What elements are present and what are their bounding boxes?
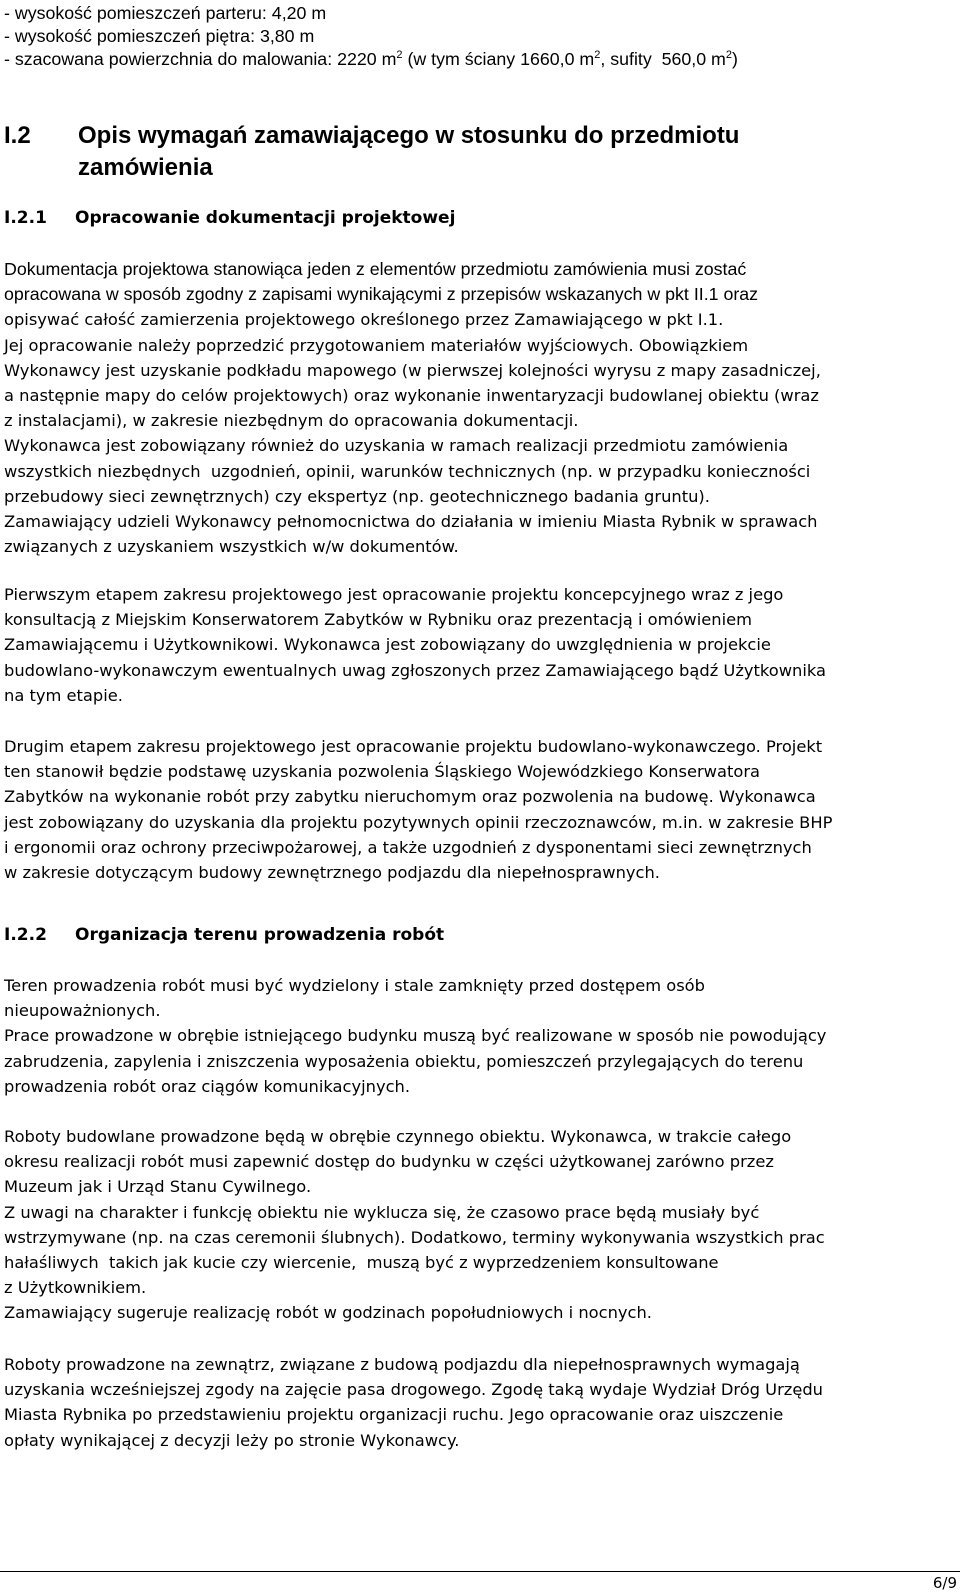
text-line: opracowana w sposób zgodny z zapisami wynikającymi z przepisów wskazanych w pkt II.1 oraz [4, 284, 759, 305]
subsection-number: I.2.2 [4, 925, 47, 945]
subsection-title: Opracowanie dokumentacji projektowej [75, 208, 456, 228]
text-line: Z uwagi na charakter i funkcję obiektu nie wyklucza się, że czasowo prace będą musiały być [4, 1202, 760, 1222]
text-line: zabrudzenia, zapylenia i zniszczenia wyposażenia obiektu, pomieszczeń przylegających do terenu [4, 1051, 804, 1071]
text-line: budowlano-wykonawczym ewentualnych uwag zgłoszonych przez Zamawiającego bądź Użytkownika [4, 660, 826, 680]
paragraph [4, 582, 826, 708]
text-line: Zamawiający udzieli Wykonawcy pełnomocnictwa do działania w imieniu Miasta Rybnik w sprawach [4, 512, 818, 532]
text-line: opisywać całość zamierzenia projektowego określonego przez Zamawiającego w pkt I.1. [4, 310, 724, 330]
text-line: na tym etapie. [4, 685, 123, 705]
section-title-line1: Opis wymagań zamawiającego w stosunku do przedmiotu [78, 122, 740, 149]
building-parameters [4, 2, 738, 71]
text-line: Roboty budowlane prowadzone będą w obrębie czynnego obiektu. Wykonawca, w trakcie całego [4, 1127, 792, 1146]
text-line: przebudowy sieci zewnętrznych) czy ekspertyz (np. geotechnicznego badania gruntu). [4, 486, 710, 506]
text-line: Pierwszym etapem zakresu projektowego jest opracowanie projektu koncepcyjnego wraz z jego [4, 585, 784, 604]
text-line: z Użytkownikiem. [4, 1278, 147, 1298]
text-line: konsultacją z Miejskim Konserwatorem Zabytków w Rybniku oraz prezentacją i omówieniem [4, 610, 753, 630]
text-line: Wykonawca jest zobowiązany również do uzyskania w ramach realizacji przedmiotu zamówienia [4, 436, 789, 456]
page-number: 6/9 [932, 1574, 957, 1592]
section-title-line2: zamówienia [78, 154, 213, 181]
text-line: uzyskania wcześniejszej zgody na zajęcie pasa drogowego. Zgodę taką wydaje Wydział Dróg Urzędu [4, 1380, 823, 1400]
paragraph [4, 1124, 825, 1326]
ground-floor-height: - wysokość pomieszczeń parteru: 4,20 m [4, 3, 327, 23]
text-line: hałaśliwych takich jak kucie czy wiercenie, muszą być z wyprzedzeniem konsultowane [4, 1253, 719, 1273]
text-line: a następnie mapy do celów projektowych) oraz wykonanie inwentaryzacji budowlanej obiektu (wraz [4, 386, 819, 406]
text-line: Wykonawcy jest uzyskanie podkładu mapowego (w pierwszej kolejności wyrysu z mapy zasadniczej, [4, 360, 821, 380]
paragraph [4, 734, 832, 885]
text-line: Prace prowadzone w obrębie istniejącego budynku muszą być realizowane w sposób nie powodujący [4, 1026, 827, 1046]
paragraph [4, 1352, 823, 1453]
section-number: I.2 [4, 122, 31, 149]
text-line: wszystkich niezbędnych uzgodnień, opinii, warunków technicznych (np. w przypadku konieczności [4, 461, 811, 481]
page-footer [0, 1571, 960, 1594]
text-line: wstrzymywane (np. na czas ceremonii ślubnych). Dodatkowo, terminy wykonywania wszystkich prac [4, 1227, 825, 1247]
text-line: Miasta Rybnika po przedstawieniu projektu organizacji ruchu. Jego opracowanie oraz uiszczenie [4, 1405, 784, 1425]
text-line: Teren prowadzenia robót musi być wydzielony i stale zamknięty przed dostępem osób [4, 976, 705, 995]
text-line: i ergonomii oraz ochrony przeciwpożarowej, a także uzgodnień z dysponentami sieci zewnętrznych [4, 837, 812, 857]
text-line: Jej opracowanie należy poprzedzić przygotowaniem materiałów wyjściowych. Obowiązkiem [4, 335, 749, 355]
subsection-number: I.2.1 [4, 208, 47, 228]
text-line: Zamawiającemu i Użytkownikowi. Wykonawca jest zobowiązany do uwzględnienia w projekcie [4, 635, 771, 655]
text-line: z instalacjami), w zakresie niezbędnym do opracowania dokumentacji. [4, 411, 579, 431]
paragraph [4, 257, 821, 559]
text-line: okresu realizacji robót musi zapewnić dostęp do budynku w części użytkowanej zarówno przez [4, 1152, 774, 1172]
subsection-title: Organizacja terenu prowadzenia robót [75, 925, 445, 945]
text-line: prowadzenia robót oraz ciągów komunikacyjnych. [4, 1076, 411, 1096]
text-line: jest zobowiązany do uzyskania dla projektu pozytywnych opinii rzeczoznawców, m.in. w zakresie BHP [4, 812, 833, 832]
text-line: w zakresie dotyczącym budowy zewnętrznego podjazdu dla niepełnosprawnych. [4, 863, 660, 883]
painting-area: - szacowana powierzchnia do malowania: 2220 $m^2$ (w tym ściany 1660,0 $m^2$, sufity 560,0 $m^2$) [4, 49, 738, 69]
section-heading [4, 120, 739, 184]
text-line: nieupoważnionych. [4, 1001, 161, 1021]
text-line: Roboty prowadzone na zewnątrz, związane z budową podjazdu dla niepełnosprawnych wymagają [4, 1355, 800, 1374]
subsection-heading-2 [4, 923, 444, 947]
subsection-heading-1 [4, 206, 455, 230]
paragraph [4, 973, 826, 1099]
text-line: Zamawiający sugeruje realizację robót w godzinach popołudniowych i nocnych. [4, 1303, 652, 1323]
text-line: Muzeum jak i Urząd Stanu Cywilnego. [4, 1177, 312, 1197]
first-floor-height: - wysokość pomieszczeń piętra: 3,80 m [4, 26, 315, 46]
text-line: Zabytków na wykonanie robót przy zabytku nieruchomym oraz pozwolenia na budowę. Wykonawca [4, 787, 816, 807]
text-line: Dokumentacja projektowa stanowiąca jeden z elementów przedmiotu zamówienia musi zostać [4, 259, 747, 279]
text-line: związanych z uzyskaniem wszystkich w/w dokumentów. [4, 537, 459, 557]
text-line: ten stanowił będzie podstawę uzyskania pozwolenia Śląskiego Wojewódzkiego Konserwatora [4, 762, 760, 782]
text-line: Drugim etapem zakresu projektowego jest opracowanie projektu budowlano-wykonawczego. Projekt [4, 737, 823, 756]
text-line: opłaty wynikającej z decyzji leży po stronie Wykonawcy. [4, 1430, 460, 1450]
